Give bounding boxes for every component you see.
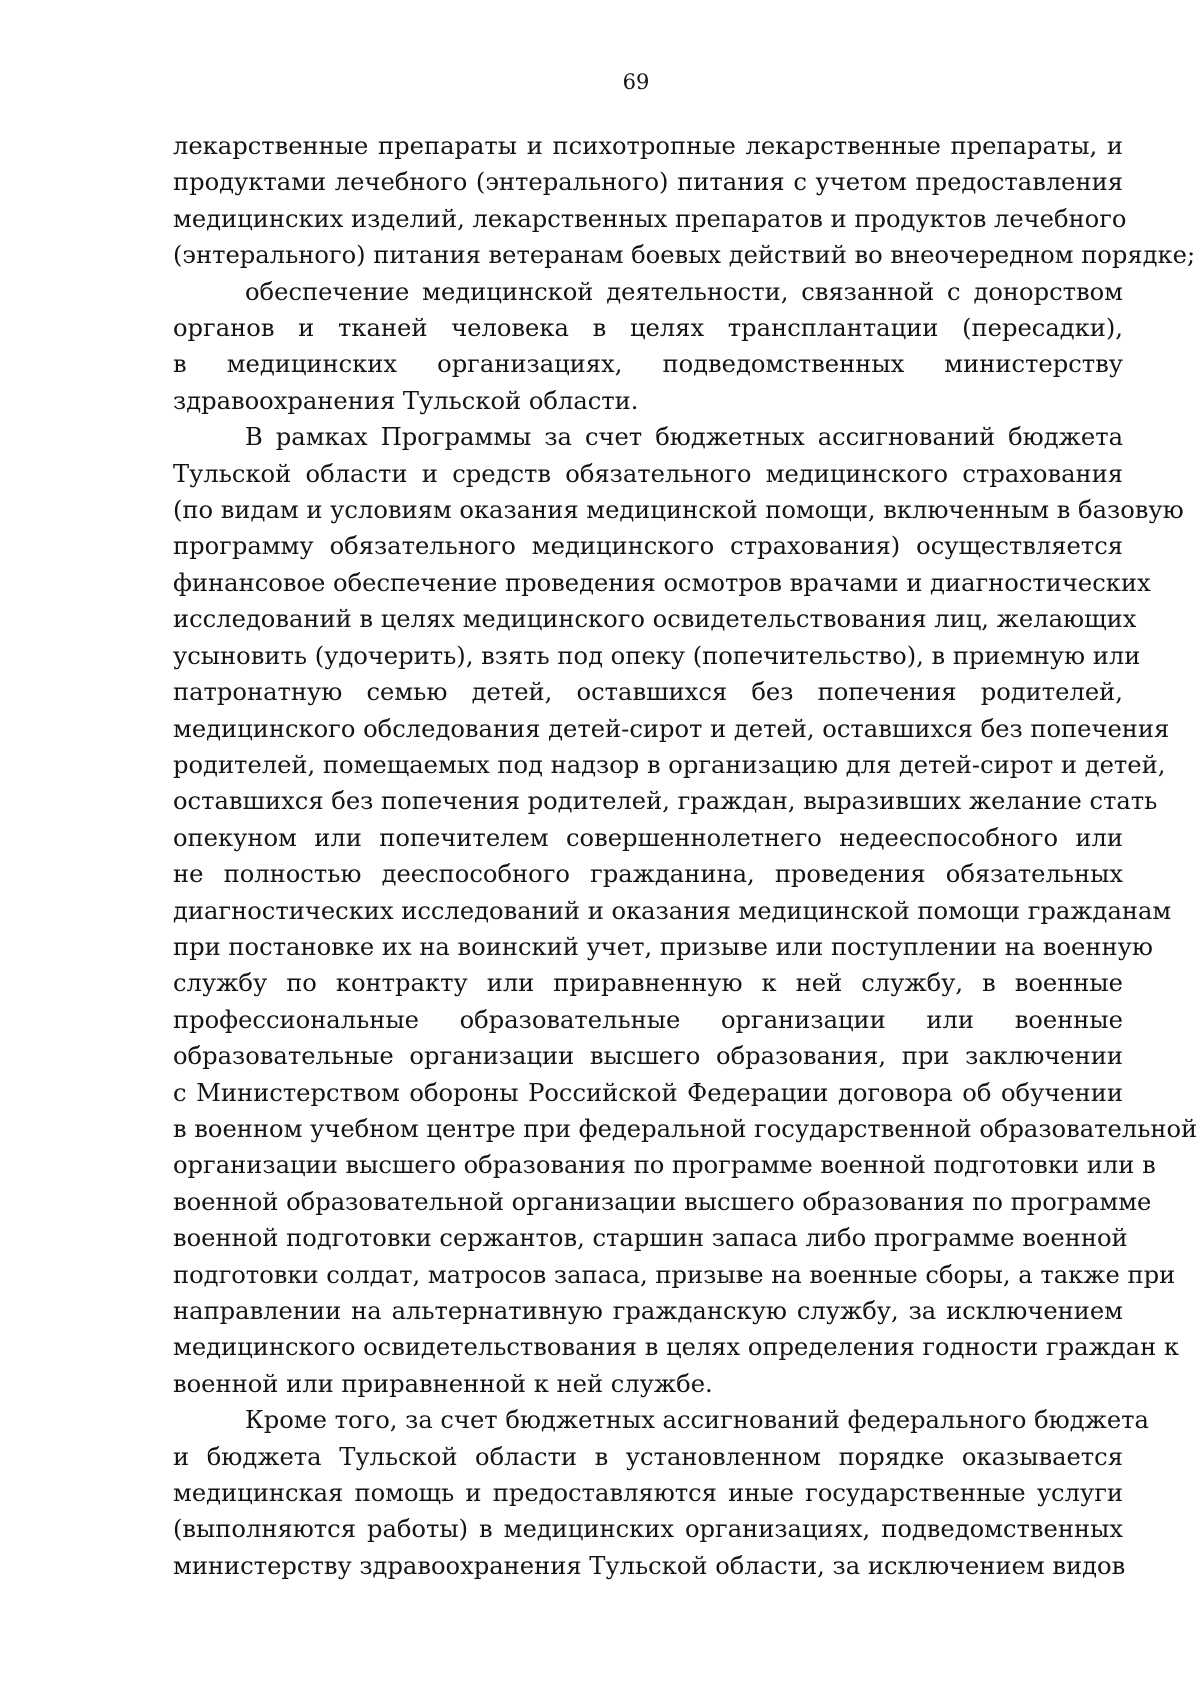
paragraph-organ-donation <box>173 274 1123 420</box>
text-line: опекуном или попечителем совершеннолетнего недееспособного или <box>173 823 1123 852</box>
page-number: 69 <box>622 70 650 94</box>
text-line: (по видам и условиям оказания медицинской помощи, включенным в базовую <box>173 496 1184 525</box>
text-line: образовательные организации высшего образования, при заключении <box>173 1042 1123 1071</box>
text-line: диагностических исследований и оказания медицинской помощи гражданам <box>173 896 1172 925</box>
paragraph-program-financing <box>173 419 1198 1402</box>
text-line: подготовки солдат, матросов запаса, призыве на военные сборы, а также при <box>173 1260 1176 1289</box>
text-line: медицинских изделий, лекарственных препаратов и продуктов лечебного <box>173 204 1127 233</box>
document-body <box>173 128 1198 1584</box>
text-line: службу по контракту или приравненную к ней службу, в военные <box>173 969 1123 998</box>
text-line: усыновить (удочерить), взять под опеку (попечительство), в приемную или <box>173 641 1141 670</box>
text-line: органов и тканей человека в целях трансплантации (пересадки), <box>173 314 1123 343</box>
text-line: организации высшего образования по программе военной подготовки или в <box>173 1151 1156 1180</box>
text-line: министерству здравоохранения Тульской области, за исключением видов <box>173 1551 1126 1580</box>
text-line: (выполняются работы) в медицинских организациях, подведомственных <box>173 1515 1123 1544</box>
text-line: обеспечение медицинской деятельности, связанной с донорством <box>245 277 1123 306</box>
text-line: с Министерством обороны Российской Федерации договора об обучении <box>173 1078 1123 1107</box>
text-line: исследований в целях медицинского освидетельствования лиц, желающих <box>173 605 1137 634</box>
text-line: патронатную семью детей, оставшихся без попечения родителей, <box>173 678 1123 707</box>
text-line: военной или приравненной к ней службе. <box>173 1369 713 1398</box>
text-line: лекарственные препараты и психотропные лекарственные препараты, и <box>173 132 1123 160</box>
text-line: финансовое обеспечение проведения осмотров врачами и диагностических <box>173 568 1151 597</box>
text-line: медицинского освидетельствования в целях определения годности граждан к <box>173 1333 1180 1362</box>
text-line: здравоохранения Тульской области. <box>173 386 639 415</box>
text-line: программу обязательного медицинского страхования) осуществляется <box>173 532 1123 561</box>
text-line: направлении на альтернативную гражданскую службу, за исключением <box>173 1297 1123 1325</box>
text-line: и бюджета Тульской области в установленном порядке оказывается <box>173 1442 1123 1471</box>
text-line: медицинская помощь и предоставляются иные государственные услуги <box>173 1479 1123 1508</box>
text-line: в медицинских организациях, подведомственных министерству <box>173 350 1123 379</box>
text-line: Кроме того, за счет бюджетных ассигнований федерального бюджета <box>245 1406 1149 1435</box>
text-line: продуктами лечебного (энтерального) питания с учетом предоставления <box>173 168 1123 197</box>
text-line: не полностью дееспособного гражданина, проведения обязательных <box>173 860 1123 889</box>
text-line: (энтерального) питания ветеранам боевых действий во внеочередном порядке; <box>173 241 1196 270</box>
text-line: при постановке их на воинский учет, призыве или поступлении на военную <box>173 932 1153 961</box>
paragraph-federal-budget <box>173 1402 1149 1584</box>
text-line: профессиональные образовательные организации или военные <box>173 1005 1123 1034</box>
text-line: В рамках Программы за счет бюджетных ассигнований бюджета <box>245 423 1123 452</box>
text-line: военной подготовки сержантов, старшин запаса либо программе военной <box>173 1224 1128 1253</box>
paragraph-medical-supplies <box>173 128 1196 274</box>
text-line: родителей, помещаемых под надзор в организацию для детей-сирот и детей, <box>173 750 1166 779</box>
text-line: в военном учебном центре при федеральной государственной образовательной <box>173 1114 1198 1143</box>
text-line: Тульской области и средств обязательного медицинского страхования <box>173 459 1123 488</box>
text-line: военной образовательной организации высшего образования по программе <box>173 1187 1152 1216</box>
text-line: оставшихся без попечения родителей, граждан, выразивших желание стать <box>173 787 1158 816</box>
text-line: медицинского обследования детей-сирот и детей, оставшихся без попечения <box>173 714 1170 743</box>
